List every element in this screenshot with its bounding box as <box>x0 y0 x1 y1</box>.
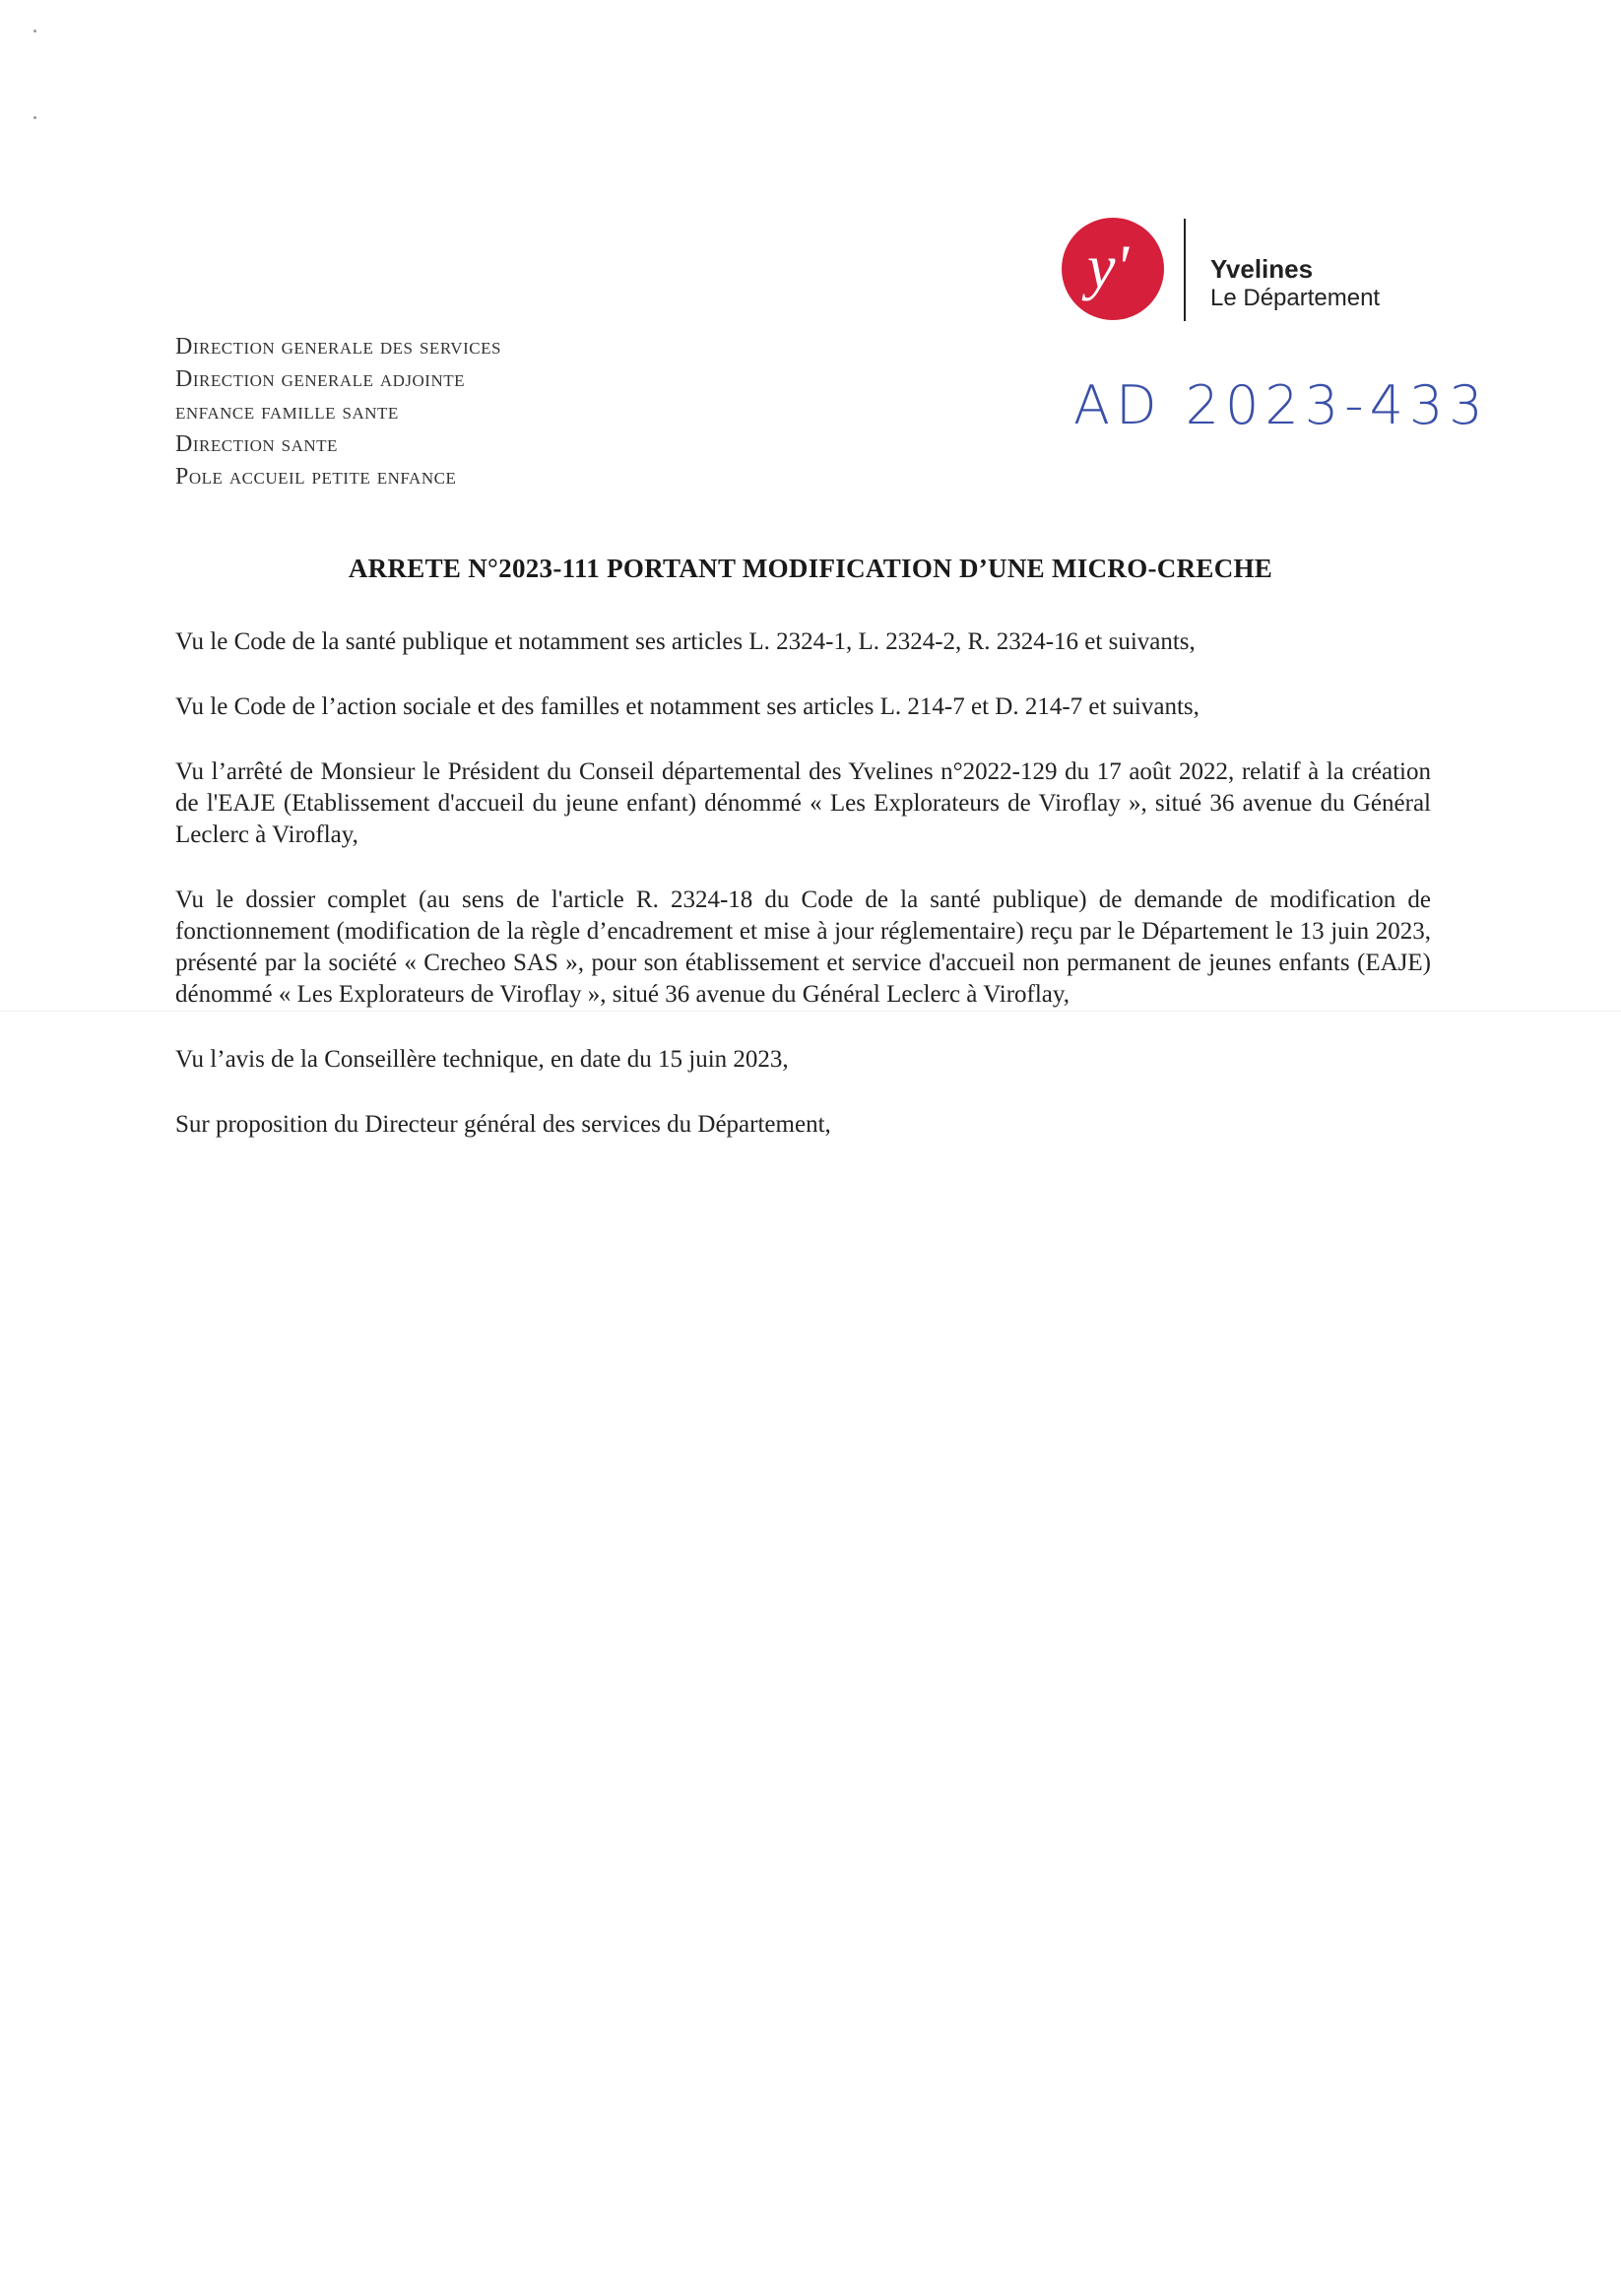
logo-divider <box>1184 219 1186 321</box>
logo-name: Yvelines <box>1210 254 1314 284</box>
paragraph: Vu le dossier complet (au sens de l'article R. 2324-18 du Code de la santé publique) de demande de modification de fonctionnement (modification de la règle d’encadrement et mise à jour réglementaire) reçu par le Département le 13 juin 2023, présenté par la société « Crecheo SAS », pour son établissement et service d'accueil non permanent de jeunes enfants (EAJE) dénommé « Les Explorateurs de Viroflay », situé 36 avenue du Général Leclerc à Viroflay, <box>175 886 1431 1008</box>
logo-subtitle: Le Département <box>1210 285 1381 311</box>
document-title: ARRETE N°2023-111 PORTANT MODIFICATION D’UNE MICRO-CRECHE <box>348 554 1273 583</box>
department-line: Direction sante <box>175 431 338 457</box>
scan-speck <box>33 116 36 119</box>
yvelines-logo-mark <box>1059 215 1167 323</box>
department-line: Pole accueil petite enfance <box>175 464 457 490</box>
scan-artifact-line <box>0 1011 1621 1012</box>
department-header <box>175 331 501 493</box>
handwritten-reference-text: AD 2023-433 <box>1073 374 1489 436</box>
paragraph: Vu le Code de l’action sociale et des familles et notamment ses articles L. 214-7 et D. 214-7 et suivants, <box>175 693 1200 720</box>
paragraph: Sur proposition du Directeur général des services du Département, <box>175 1111 831 1138</box>
logo-wordmark <box>1210 254 1380 313</box>
document-body <box>175 626 1431 1174</box>
paragraph: Vu l’arrêté de Monsieur le Président du Conseil départemental des Yvelines n°2022-129 du 17 août 2022, relatif à la création de l'EAJE (Etablissement d'accueil du jeune enfant) dénommé « Les Explorateurs de Viroflay », situé 36 avenue du Général Leclerc à Viroflay, <box>175 758 1431 848</box>
department-line: enfance famille sante <box>175 399 399 425</box>
logo-mark-text: y' <box>1086 231 1130 301</box>
yvelines-logo <box>1059 215 1394 325</box>
department-line: Direction generale des services <box>175 334 501 360</box>
scan-speck <box>33 30 36 33</box>
paragraph: Vu le Code de la santé publique et notamment ses articles L. 2324-1, L. 2324-2, R. 2324-16 et suivants, <box>175 628 1196 655</box>
handwritten-reference <box>1073 364 1517 443</box>
department-line: Direction generale adjointe <box>175 366 466 392</box>
paragraph: Vu l’avis de la Conseillère technique, en date du 15 juin 2023, <box>175 1046 789 1073</box>
